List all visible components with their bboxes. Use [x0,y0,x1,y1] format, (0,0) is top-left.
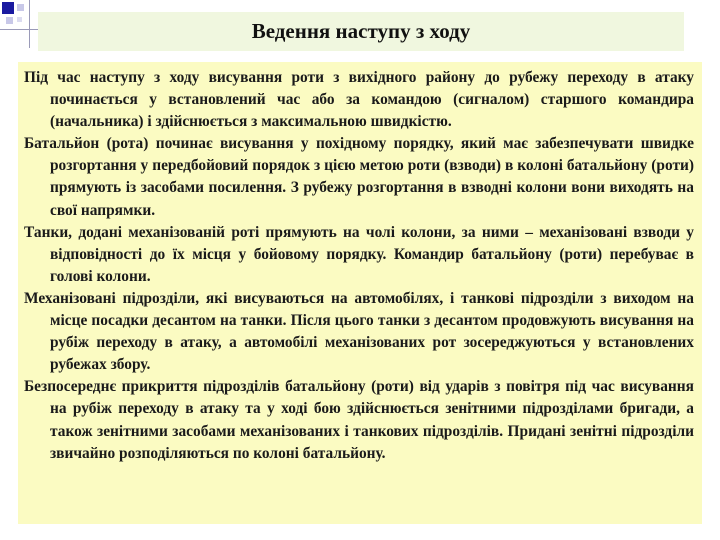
title-bar [38,12,684,51]
decorative-square-icon [17,17,22,22]
paragraph: Механізовані підрозділи, які висуваються на автомобілях, і танкові підрозділи з виходом на місце посадки десантом на танки. Після цього танки з десантом продовжують висування на рубіж переходу в атаку, а автомобілі механізованих рот зосереджуються у встановлених рубежах збору. [24,289,694,374]
slide-title: Ведення наступу з ходу [251,19,471,43]
paragraph: Танки, додані механізованій роті прямують на чолі колони, за ними – механізовані взводи у відповідності до їх місця у бойовому порядку. Командир батальйону (роти) перебуває в голові колони. [24,223,694,285]
decorative-square-icon [6,17,13,24]
paragraph: Безпосереднє прикриття підрозділів батальйону (роти) від ударів з повітря під час висування на рубіж переходу в атаку та у ході бою здійснюється зенітними підрозділами бригади, а також зенітними засобами механізованих і танкових підрозділів. Придані зенітні підрозділи звичайно розподіляються по колоні батальйону. [24,378,694,462]
decorative-square-icon [17,4,24,11]
decorative-square-icon [2,2,14,14]
paragraph: Під час наступу з ходу висування роти з вихідного району до рубежу переходу в атаку починається у встановлений час або за командою (сигналом) старшого командира (начальника) і здійснюється з максимальною швидкістю. [24,69,694,131]
decorative-line [29,0,30,48]
content-box [18,62,702,524]
paragraph: Батальйон (рота) починає висування у похідному порядку, який має забезпечувати швидке розгортання у передбойовий порядок з цією метою роти (взводи) в колоні батальйону (роти) прямують із засобами посилення. З рубежу розгортання в взводні колони вони виходять на свої напрямки. [24,135,694,219]
